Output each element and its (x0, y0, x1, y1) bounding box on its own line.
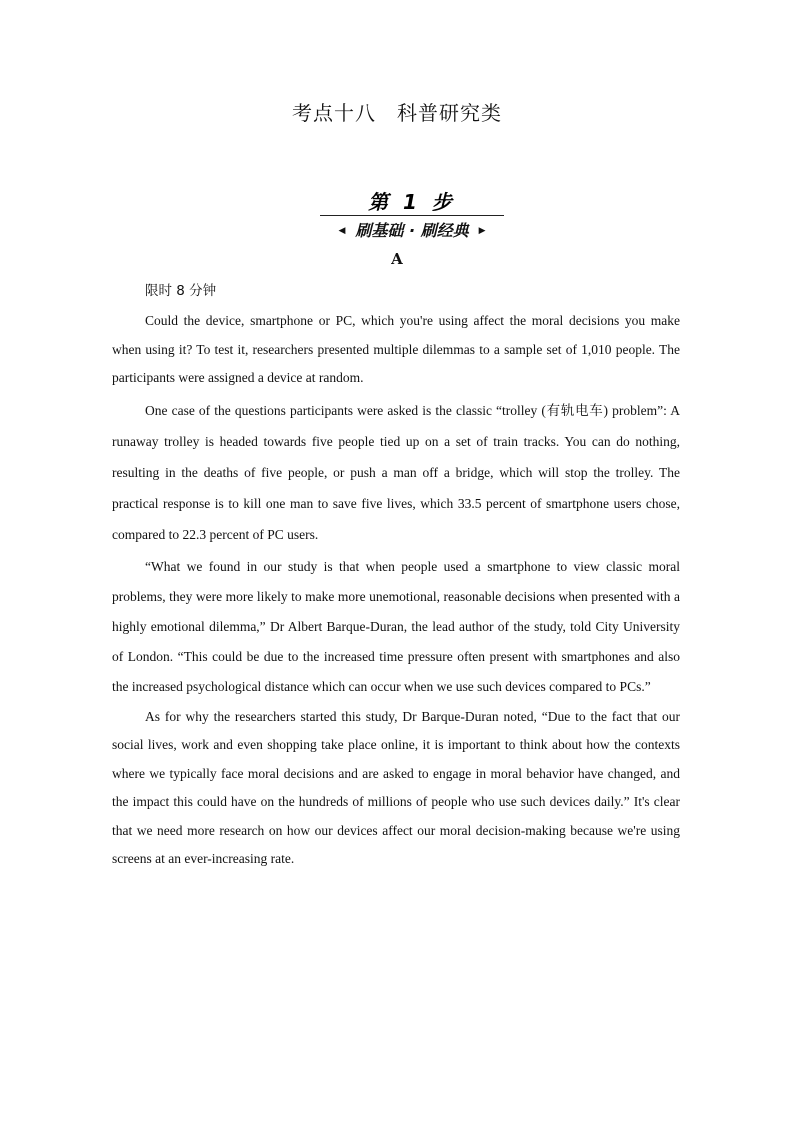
page-title: 考点十八 科普研究类 (292, 101, 502, 125)
right-triangle-icon: ▶ (478, 226, 486, 236)
paragraph-4: As for why the researchers started this study, Dr Barque-Duran noted, “Due to the fact that our social lives, work and even shopping take place online, it is important to think about how the contexts where we typically face moral decisions and are asked to engage in moral behavior have changed, and the impact this could have on the hundreds of millions of people who use such devices daily.” It's clear that we need more research on how our devices affect our moral decision-making because we're using screens at an ever-increasing rate. (112, 708, 680, 866)
paragraph-1: Could the device, smartphone or PC, which you're using affect the moral decisions you make when using it? To test it, researchers presented multiple dilemmas to a sample set of 1,010 people. The participants were assigned a device at random. (112, 313, 680, 385)
reading-passage (112, 307, 680, 874)
paragraph-3: “What we found in our study is that when people used a smartphone to view classic moral problems, they were more likely to make more unemotional, reasonable decisions when presented with a highly emotional dilemma,” Dr Albert Barque-Duran, the lead author of the study, told City University of London. “This could be due to the increased time pressure often present with smartphones and also the increased psychological distance which can occur when we use such devices compared to PCs.” (112, 558, 680, 694)
step-subtitle-row (320, 220, 504, 242)
step-heading: 第 1 步 (368, 190, 456, 214)
paragraph-2: One case of the questions participants were asked is the classic “trolley (有轨电车) problem”: A runaway trolley is headed towards five people tied up on a set of train tracks. You can do nothing, resulting in the deaths of five people, or push a man off a bridge, which will stop the trolley. The practical response is to kill one man to save five lives, which 33.5 percent of smartphone users chose, compared to 22.3 percent of PC users. (112, 402, 680, 542)
time-limit: 限时 8 分钟 (145, 283, 217, 299)
step-divider (320, 215, 504, 216)
step-header (320, 190, 504, 242)
left-triangle-icon: ◀ (338, 226, 346, 236)
step-subtitle: 刷基础 · 刷经典 (355, 221, 469, 240)
section-label: A (391, 250, 403, 268)
